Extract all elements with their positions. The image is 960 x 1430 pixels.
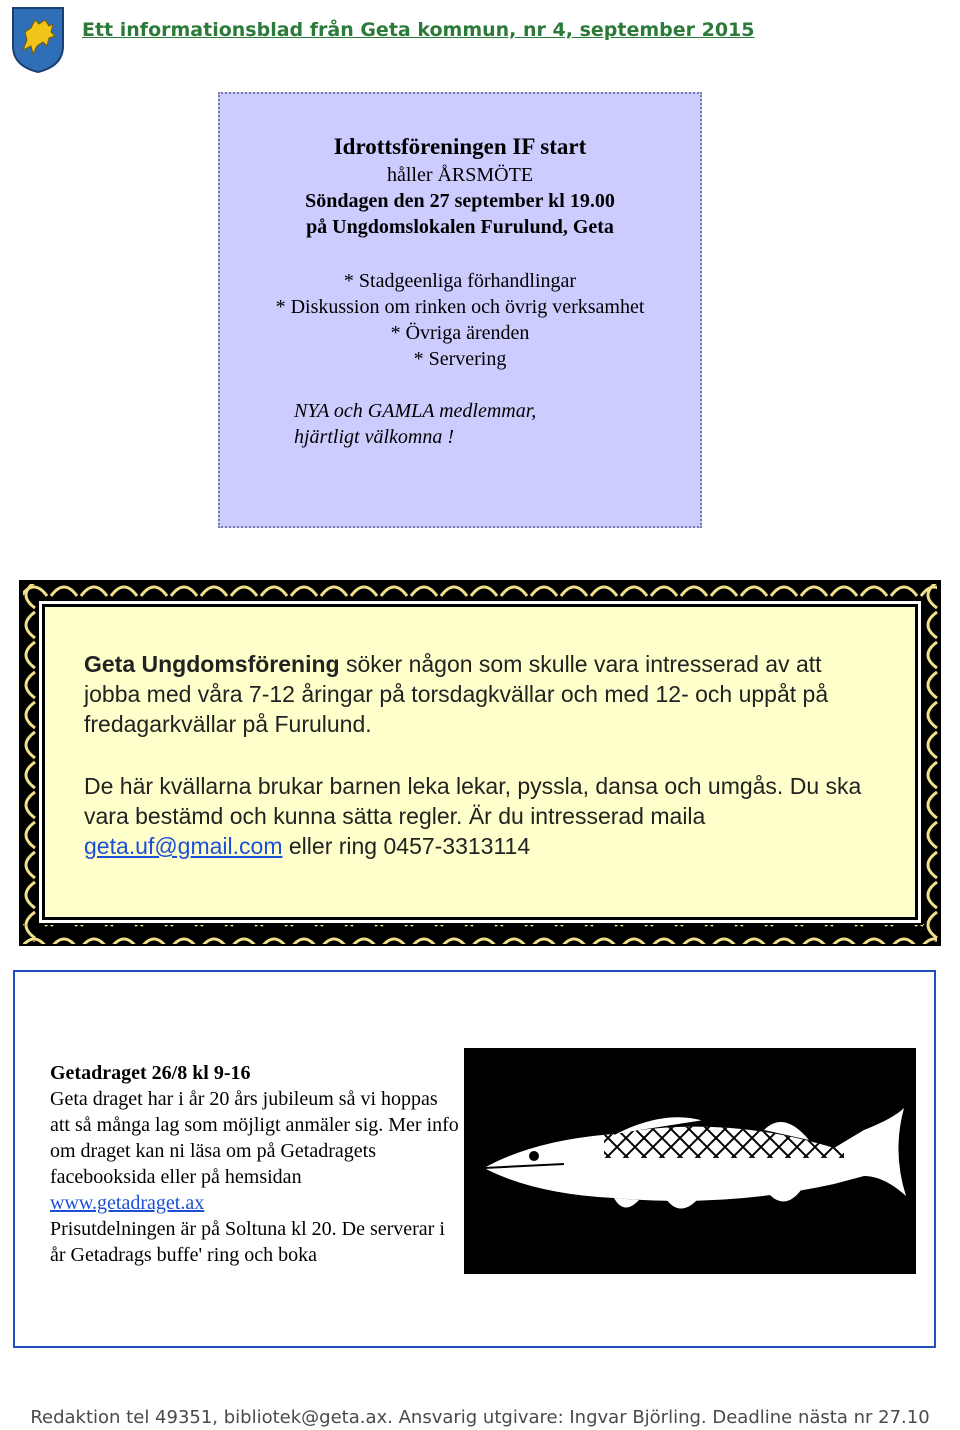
getadraget-title: Getadraget 26/8 kl 9-16 xyxy=(50,1062,251,1084)
youth-paragraph-2 xyxy=(84,771,874,861)
welcome-line: hjärtligt välkomna ! xyxy=(294,426,454,448)
welcome-line: NYA och GAMLA medlemmar, xyxy=(294,400,537,422)
organization-name: Geta Ungdomsförening xyxy=(84,651,340,677)
welcome-text xyxy=(294,398,536,450)
agenda-item: * Diskussion om rinken och övrig verksamhet xyxy=(275,296,645,318)
email-link[interactable]: geta.uf@gmail.com xyxy=(84,833,283,859)
notice-date: Söndagen den 27 september kl 19.00 xyxy=(305,190,615,212)
youth-association-panel xyxy=(42,604,918,920)
getadraget-body xyxy=(50,1086,460,1216)
agenda-item: * Stadgeenliga förhandlingar xyxy=(343,270,577,292)
paragraph-text: söker någon som skulle vara intresserad av att jobba med våra 7-12 åringar på torsdagkvällar och med 12- och uppåt på fredagarkvällar på Furulund. xyxy=(84,651,829,737)
municipal-crest-icon xyxy=(11,6,65,74)
footer-text: Redaktion tel 49351, bibliotek@geta.ax. Ansvarig utgivare: Ingvar Björling. Deadline nästa nr 27.10 xyxy=(30,1407,930,1428)
paragraph-text: De här kvällarna brukar barnen leka lekar, pyssla, dansa och umgås. Du ska vara bestämd och kunna sätta regler. Är du intresserad maila xyxy=(84,773,862,829)
youth-paragraph-1 xyxy=(84,649,874,739)
notice-location: på Ungdomslokalen Furulund, Geta xyxy=(306,216,614,238)
agenda-list xyxy=(220,268,700,372)
getadraget-text xyxy=(50,1060,460,1268)
website-link[interactable]: www.getadraget.ax xyxy=(50,1192,205,1214)
agenda-item: * Övriga ärenden xyxy=(390,322,530,344)
newsletter-header-title: Ett informationsblad från Geta kommun, nr 4, september 2015 xyxy=(82,19,755,41)
notice-title: Idrottsföreningen IF start xyxy=(333,134,587,159)
getadraget-prize: Prisutdelningen är på Soltuna kl 20. De serverar i år Getadrags buffe' ring och boka xyxy=(50,1218,445,1266)
annual-meeting-notice xyxy=(218,92,702,528)
notice-line: håller ÅRSMÖTE xyxy=(386,164,534,186)
paragraph-text: eller ring 0457-3313114 xyxy=(282,833,531,859)
agenda-item: * Servering xyxy=(413,348,507,370)
body-text: Geta draget har i år 20 års jubileum så vi hoppas att så många lag som möjligt anmäler sig. Mer info om draget kan ni läsa om på Getadragets facebooksida eller på hemsidan xyxy=(50,1088,459,1188)
pike-fish-icon xyxy=(464,1048,916,1274)
